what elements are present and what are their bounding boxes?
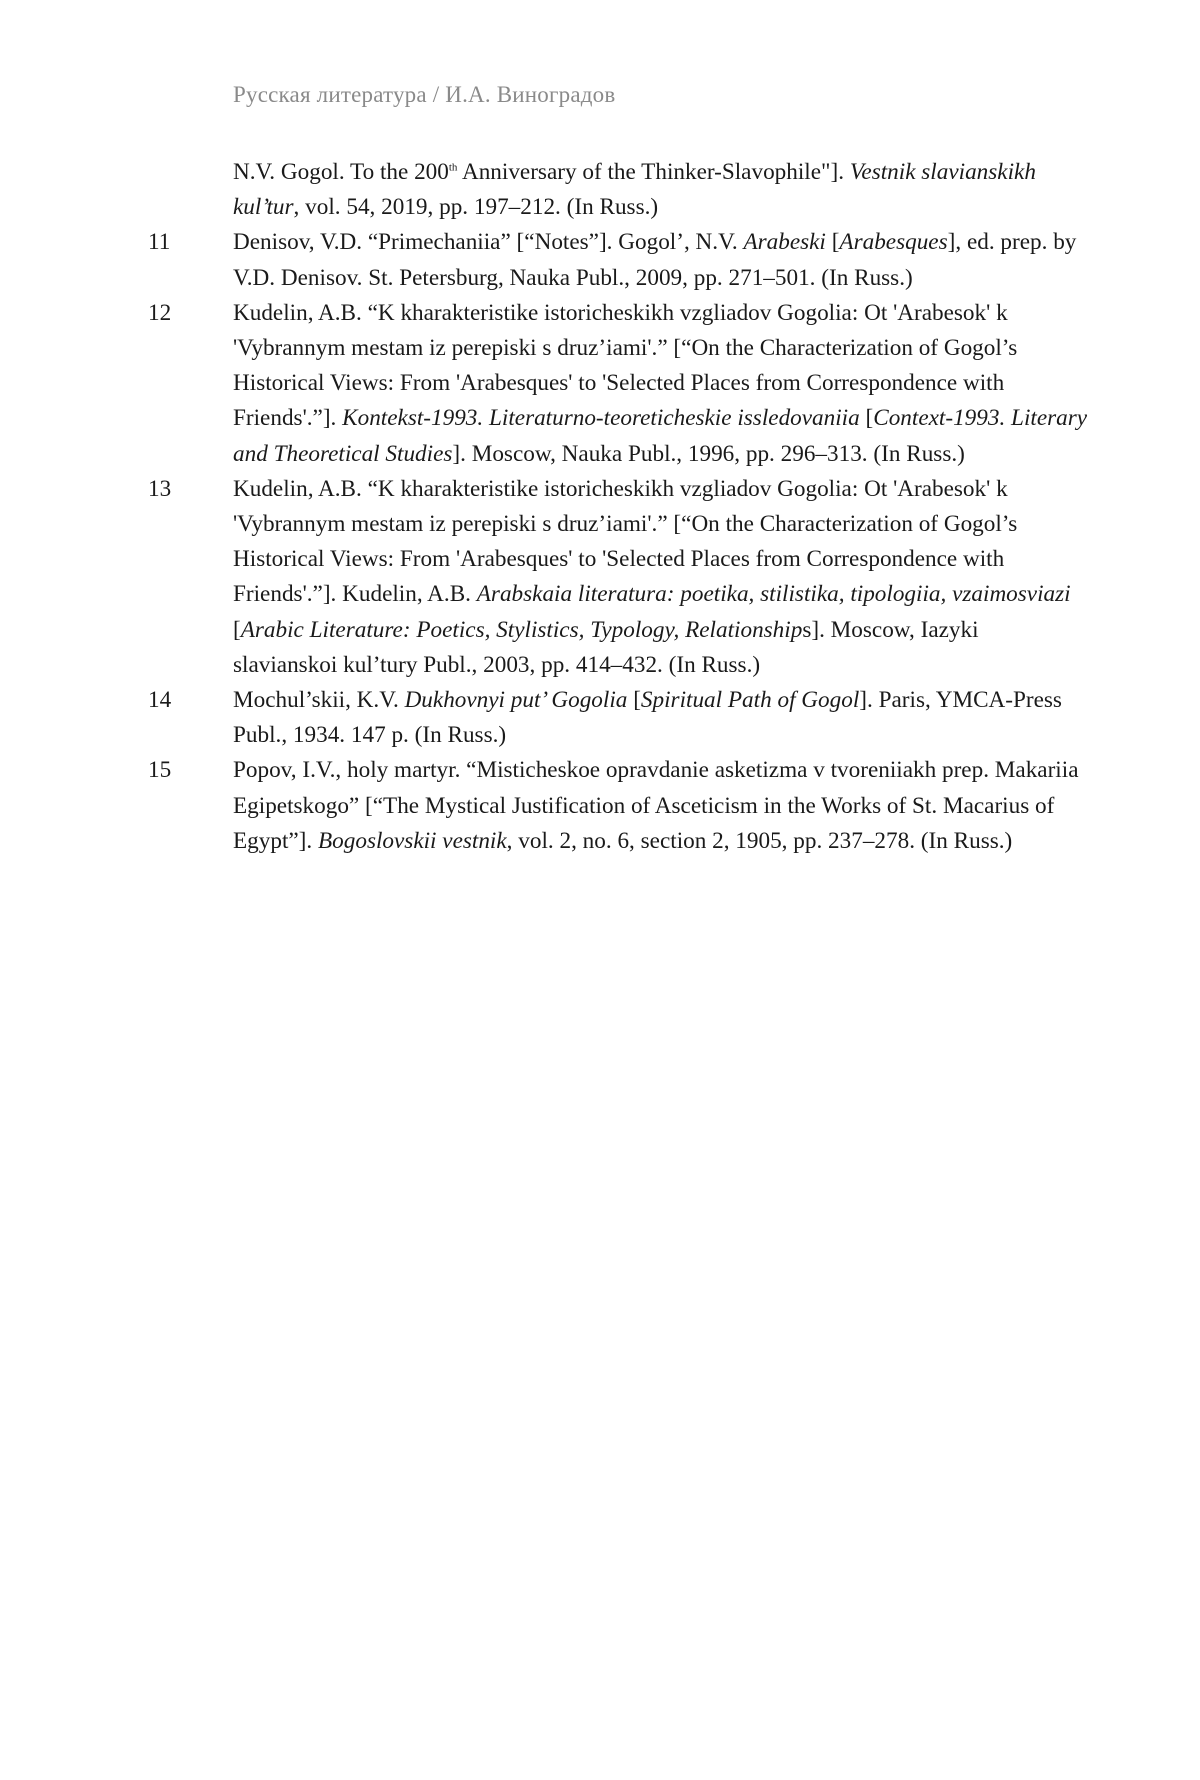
reference-segment: s]. Moscow, Iazyki slavianskoi kul’tury Publ., 2003, pp. 414–432. (In Russ.) [233, 616, 979, 678]
reference-number: 15 [148, 757, 172, 784]
ordinal-superscript: th [448, 161, 458, 174]
reference-italic: Dukhovnyi put’ Gogolia [404, 687, 628, 714]
reference-segment: Kudelin, A.B. “K kharakteristike istoricheskikh vzgliadov Gogolia: Ot 'Arabesok' k 'Vybrannym mestam iz perepiski s druz’iami'.” [“On the Characterization of Gogol’s Historical Views: From 'Arabesques' to 'Selected Places from Correspondence with Friends'.”]. Kudelin, A.B. [233, 475, 1018, 608]
reference-list [148, 155, 1088, 859]
reference-segment: [ [627, 687, 641, 714]
reference-continuation [233, 155, 1088, 225]
reference-item [148, 225, 1088, 295]
running-head: Русская литература / И.А. Виноградов [233, 82, 616, 107]
reference-number: 14 [148, 687, 172, 714]
reference-segment: [ [825, 229, 840, 256]
continuation-text: , vol. 54, 2019, pp. 197–212. (In Russ.) [293, 194, 659, 221]
reference-segment: ]. Paris, YMCA-Press Publ., 1934. 147 p. (In Russ.) [233, 687, 1062, 749]
reference-italic: Arabesques [839, 229, 948, 256]
continuation-text: N.V. Gogol. To the 200 [233, 159, 449, 185]
reference-italic: Kontekst-1993. Literaturno-teoreticheskie issledovaniia [342, 405, 860, 432]
journal-title: Vestnik slavianskikh kul’tur [233, 159, 1036, 221]
reference-text [233, 753, 1088, 859]
reference-segment: Kudelin, A.B. “K kharakteristike istoricheskikh vzgliadov Gogolia: Ot 'Arabesok' k 'Vybrannym mestam iz perepiski s druz’iami'.” [“On the Characterization of Gogol’s Historical Views: From 'Arabesques' to 'Selected Places from Correspondence with Friends'.”]. [233, 299, 1018, 432]
reference-segment: Popov, I.V., holy martyr. “Misticheskoe opravdanie asketizma v tvoreniiakh prep. Makariia Egipetskogo” [“The Mystical Justification of Asceticism in the Works of St. Macarius of Egypt”]. [233, 757, 1079, 854]
reference-segment: ]. Moscow, Nauka Publ., 1996, pp. 296–313. (In Russ.) [452, 440, 965, 467]
reference-italic: Context-1993. Literary and Theoretical Studies [233, 405, 1088, 467]
reference-segment: ], ed. prep. by V.D. Denisov. St. Petersburg, Nauka Publ., 2009, pp. 271–501. (In Russ.) [233, 229, 1077, 291]
reference-italic: Arabeski [743, 229, 826, 256]
reference-segment: [ [859, 405, 874, 432]
reference-number: 13 [148, 475, 172, 502]
reference-italic: Arabic Literature: Poetics, Stylistics, Typology, Relationship [240, 616, 803, 643]
reference-number: 11 [148, 229, 171, 256]
reference-item [148, 472, 1088, 683]
reference-text [233, 472, 1088, 683]
reference-number: 12 [148, 299, 172, 326]
reference-italic: Arabskaia literatura: poetika, stilistika, tipologiia, vzaimosviazi [476, 581, 1071, 608]
reference-text [233, 225, 1088, 295]
continuation-text: Anniversary of the Thinker-Slavophile"]. [457, 159, 850, 185]
reference-segment: , vol. 2, no. 6, section 2, 1905, pp. 237–278. (In Russ.) [506, 827, 1013, 854]
reference-item [148, 753, 1088, 859]
reference-italic: Spiritual Path of Gogol [640, 687, 860, 714]
reference-italic: Bogoslovskii vestnik [318, 827, 507, 854]
reference-segment: Denisov, V.D. “Primechaniia” [“Notes”]. Gogol’, N.V. [233, 229, 744, 256]
reference-text [233, 683, 1088, 753]
reference-segment: [ [233, 616, 241, 643]
reference-item [148, 683, 1088, 753]
reference-text [233, 296, 1088, 472]
reference-segment: Mochul’skii, K.V. [233, 687, 405, 714]
reference-item [148, 296, 1088, 472]
